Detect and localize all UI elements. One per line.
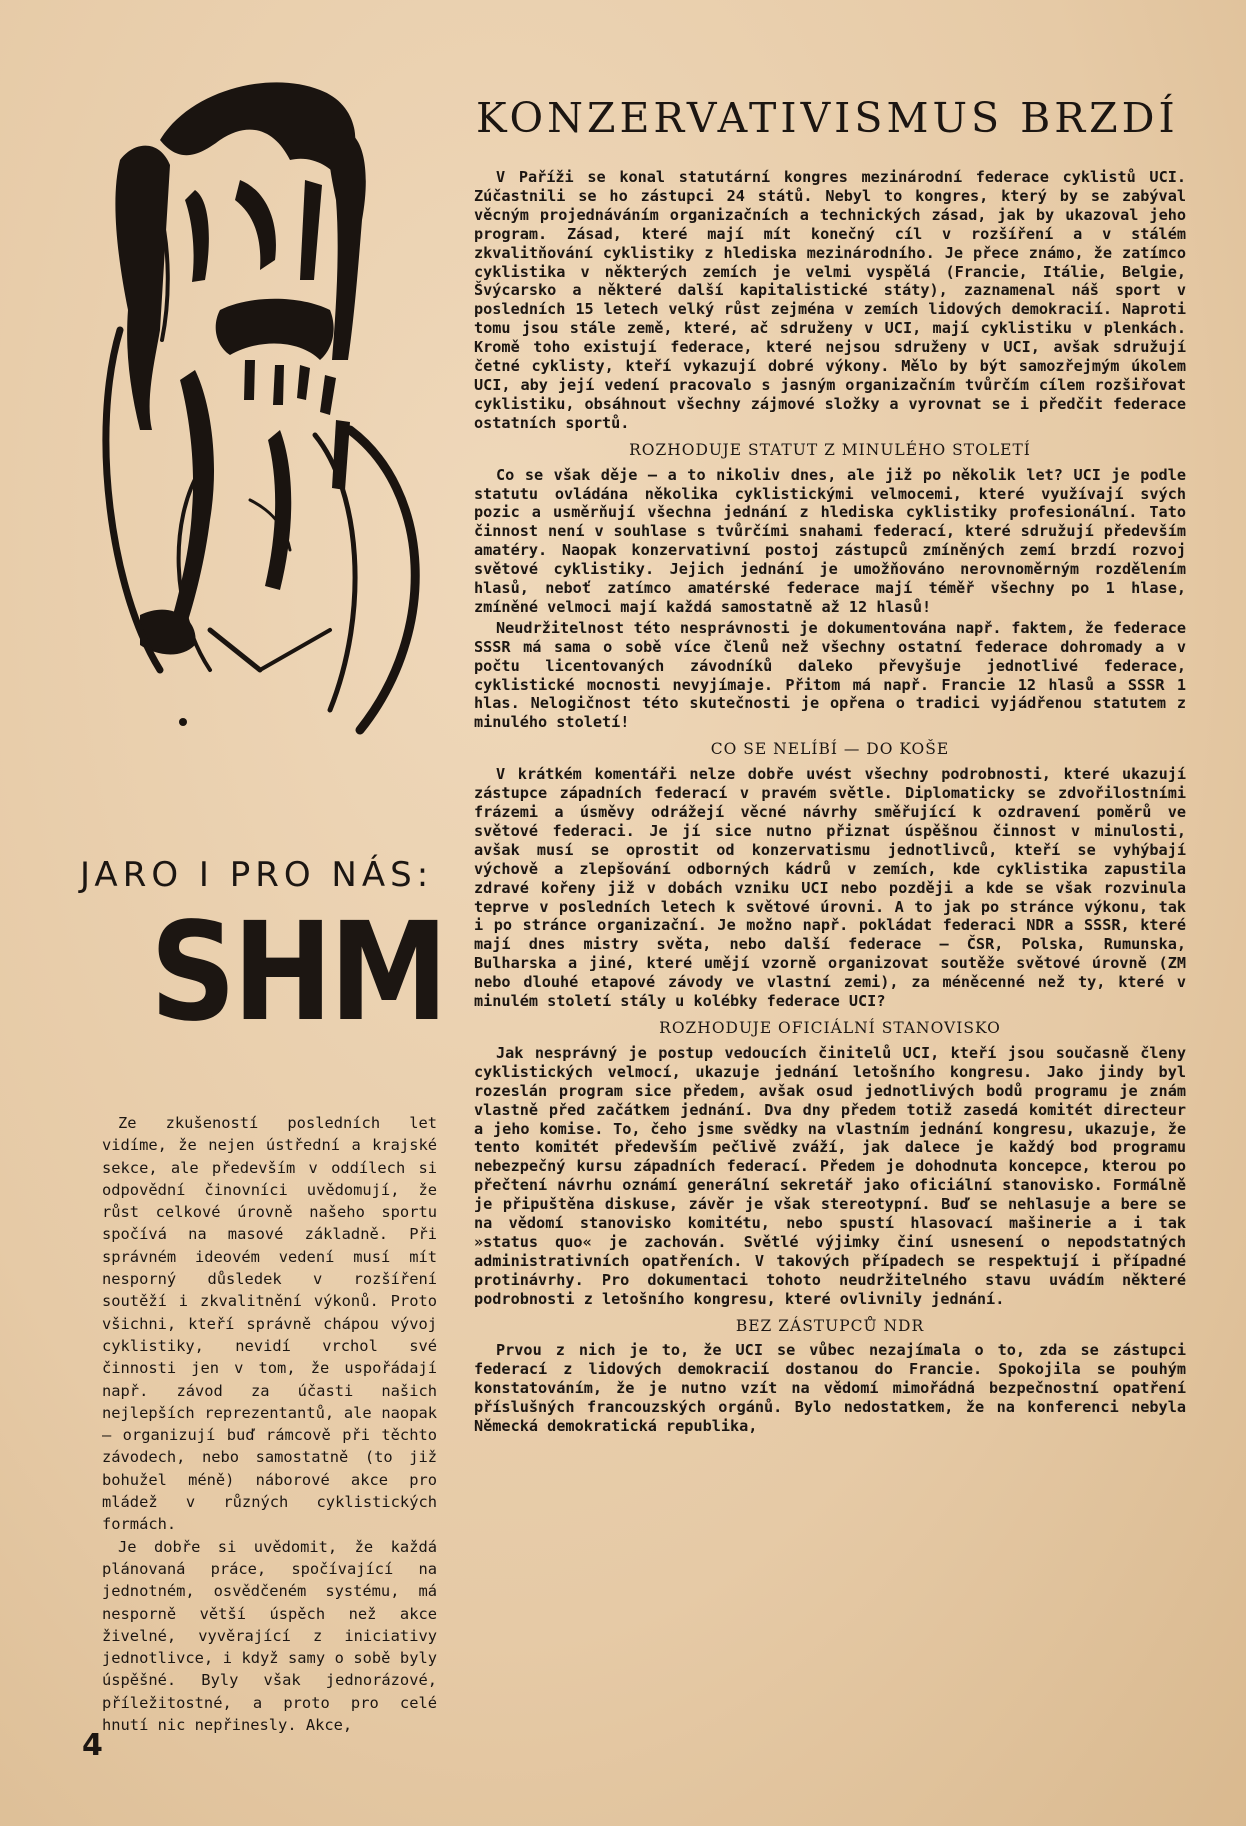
- page-number: 4: [82, 1728, 103, 1763]
- left-paragraph-1: Ze zkušeností posledních let vidíme, že nejen ústřední a krajské sekce, ale především v oddílech si odpovědní činovníci uvědomují, že růst celkové úrovně našeho sportu spočívá na masové základně. Při správném ideovém vedení musí mít nesporný důsledek v rozšíření soutěží i zkvalitnění výkonů. Proto všichni, kteří správně chápou vývoj cyklistiky, nevidí vrchol své činnosti jen v tom, že uspořádají např. závod za účasti našich nejlepších reprezentantů, ale naopak — organizují buď rámcově při těchto závodech, nebo samostatně (to již bohužel méně) náborové akce pro mládež v různých cyklistických formách.: [102, 1114, 437, 1534]
- subheading-ndr: BEZ ZÁSTUPCŮ NDR: [735, 1316, 925, 1335]
- paragraph-stanovisko-1: Jak nesprávný je postup vedoucích činitelů UCI, kteří jsou současně členy cyklistických velmocí, ukazuje jednání letošního kongresu. Jako jindy byl rozeslán program sice předem, avšak osud jednotlivých bodů programu je znám vlastně před začátkem jednání. Dva dny předem totiž zasedá komitét directeur a jeho komise. To, čeho jsme svědky na vlastním jednání kongresu, ukazuje, že tento komitét především pečlivě zváží, jak dalece je každý bod programu nebezpečný kursu západních federací. Předem je dohodnuta koncepce, kterou po přečtení návrhu oznámí generální sekretář jako oficiální stanovisko. Formálně je připuštěna diskuse, závěr je však stereotypní. Buď se nehlasuje a bere se na vědomí stanovisko komitétu, nebo spustí hlasovací mašinerie a i tak »status quo« je zachován. Světlé výjimky činí usnesení o nepodstatných administrativních opatřeních. V takových případech se respektují i případné protinávrhy. Pro dokumentaci tohoto neudržitelného stavu uvádím některé podrobnosti z letošního kongresu, které ovlivnily jednání.: [474, 1043, 1186, 1308]
- subheading-kos: CO SE NELÍBÍ — DO KOŠE: [710, 740, 950, 759]
- paragraph-statut-1: Co se však děje — a to nikoliv dnes, ale již po několik let? UCI je podle statutu ovládána několika cyklistickými velmocemi, které využívají svých pozic a usměrňují všechna jednání z hlediska cyklistiky profesionální. Tato činnost není v souhlase s tvůrčími snahami federací, které sdružují především amatéry. Naopak konzervativní postoj zástupců zmíněných zemí brzdí rozvoj světové cyklistiky. Jejich jednání je umožňováno nerovnoměrným rozdělením hlasů, neboť zatímco amatérské federace mají téměř všechny po 1 hlase, zmíněné velmoci mají každá samostatně až 12 hlasů!: [474, 465, 1186, 616]
- subheading-stanovisko: ROZHODUJE OFICIÁLNÍ STANOVISKO: [659, 1018, 1001, 1037]
- cyclist-illustration: [100, 70, 450, 790]
- section-big-title: SHM: [150, 894, 445, 1052]
- paragraph-kos-1: V krátkém komentáři nelze dobře uvést všechny podrobnosti, které ukazují zástupce západních federací v pravém světle. Diplomaticky se zdvořilostními frázemi a úsměvy odrážejí věcné návrhy směřující k ozdravení poměrů ve světové federaci. Je jí sice nutno přiznat úspěšnou činnost v minulosti, avšak musí se oprostit od konzervatismu jednotlivců, kteří se vyhýbají výchově a zlepšování odborných kádrů v zemích, kde cyklistika zapustila zdravé kořeny již v dobách vzniku UCI nebo později a kde se však rozvinula teprve v posledních letech k světové úrovni. A to jak po stránce výkonu, tak i po stránce organizační. Je možno např. pokládat federaci NDR a SSSR, které mají dnes mistry světa, nebo další federace — ČSR, Polska, Rumunska, Bulharska a jiné, které umějí vzorně organizovat soutěže světové úrovně (ZM nebo dlouhé etapové závody ve vlastní zemi), za méněcenné než ty, které v minulém století stály u kolébky federace UCI?: [474, 765, 1186, 1011]
- main-article-body: [474, 168, 1186, 1438]
- intro-paragraph: V Paříži se konal statutární kongres mezinárodní federace cyklistů UCI. Zúčastnili se ho zástupci 24 států. Nebyl to kongres, který by se zabýval věcným projednáváním organizačních a technických zásad, jak by ukazoval jeho program. Zásad, které mají mít konečný cíl v rozšíření a v stálém zkvalitňování cyklistiky z hlediska mezinárodního. Je přece známo, že zatímco cyklistika v některých zemích je velmi vyspělá (Francie, Itálie, Belgie, Švýcarsko a některé další kapitalistické státy), zaznamenal náš sport v posledních 15 letech velký růst zejména v zemích lidových demokracií. Naproti tomu jsou stále země, které, ač sdruženy v UCI, mají cyklistiku v plenkách. Kromě toho existují federace, které nejsou sdruženy v UCI, avšak sdružují četné cyklisty, kteří vykazují dobré výkony. Mělo by být samozřejmým úkolem UCI, aby její vedení pracovalo s jasným organizačním tvůrčím cílem rozšiřovat cyklistiku, obsáhnout všechny zájmové složky a vyrovnat se i předčit federace ostatních sportů.: [474, 168, 1186, 432]
- paragraph-ndr-1: Prvou z nich je to, že UCI se vůbec nezajímala o to, zda se zástupci federací z lidových demokracií dostanou do Francie. Spokojila se pouhým konstatováním, že je nutno vzít na vědomí mimořádná bezpečnostní opatření příslušných francouzských orgánů. Bylo nedostatkem, že na konferenci nebyla Německá demokratická republika,: [474, 1341, 1186, 1436]
- left-paragraph-2: Je dobře si uvědomit, že každá plánovaná práce, spočívající na jednotném, osvědčeném systému, má nesporně větší úspěch než akce živelné, vyvěrající z iniciativy jednotlivce, i když samy o sobě byly úspěšné. Byly však jednorázové, příležitostné, a proto pro celé hnutí nic nepřinesly. Akce,: [102, 1537, 437, 1735]
- left-article-body: [102, 1112, 437, 1736]
- paragraph-statut-2: Neudržitelnost této nesprávnosti je dokumentována např. faktem, že federace SSSR má sama o sobě více členů než všechny ostatní federace dohromady a v počtu licentovaných závodníků daleko převyšuje jednotlivé federace, cyklistické mocnosti nevyjímaje. Přitom má např. Francie 12 hlasů a SSSR 1 hlas. Nelogičnost této skutečnosti je opřena o tradici vyjádřenou statutem z minulého století!: [474, 618, 1186, 732]
- article-title: KONZERVATIVISMUS BRZDÍ: [476, 94, 1179, 142]
- subheading-statut: ROZHODUJE STATUT Z MINULÉHO STOLETÍ: [629, 440, 1031, 459]
- section-heading: JARO I PRO NÁS:: [80, 855, 434, 895]
